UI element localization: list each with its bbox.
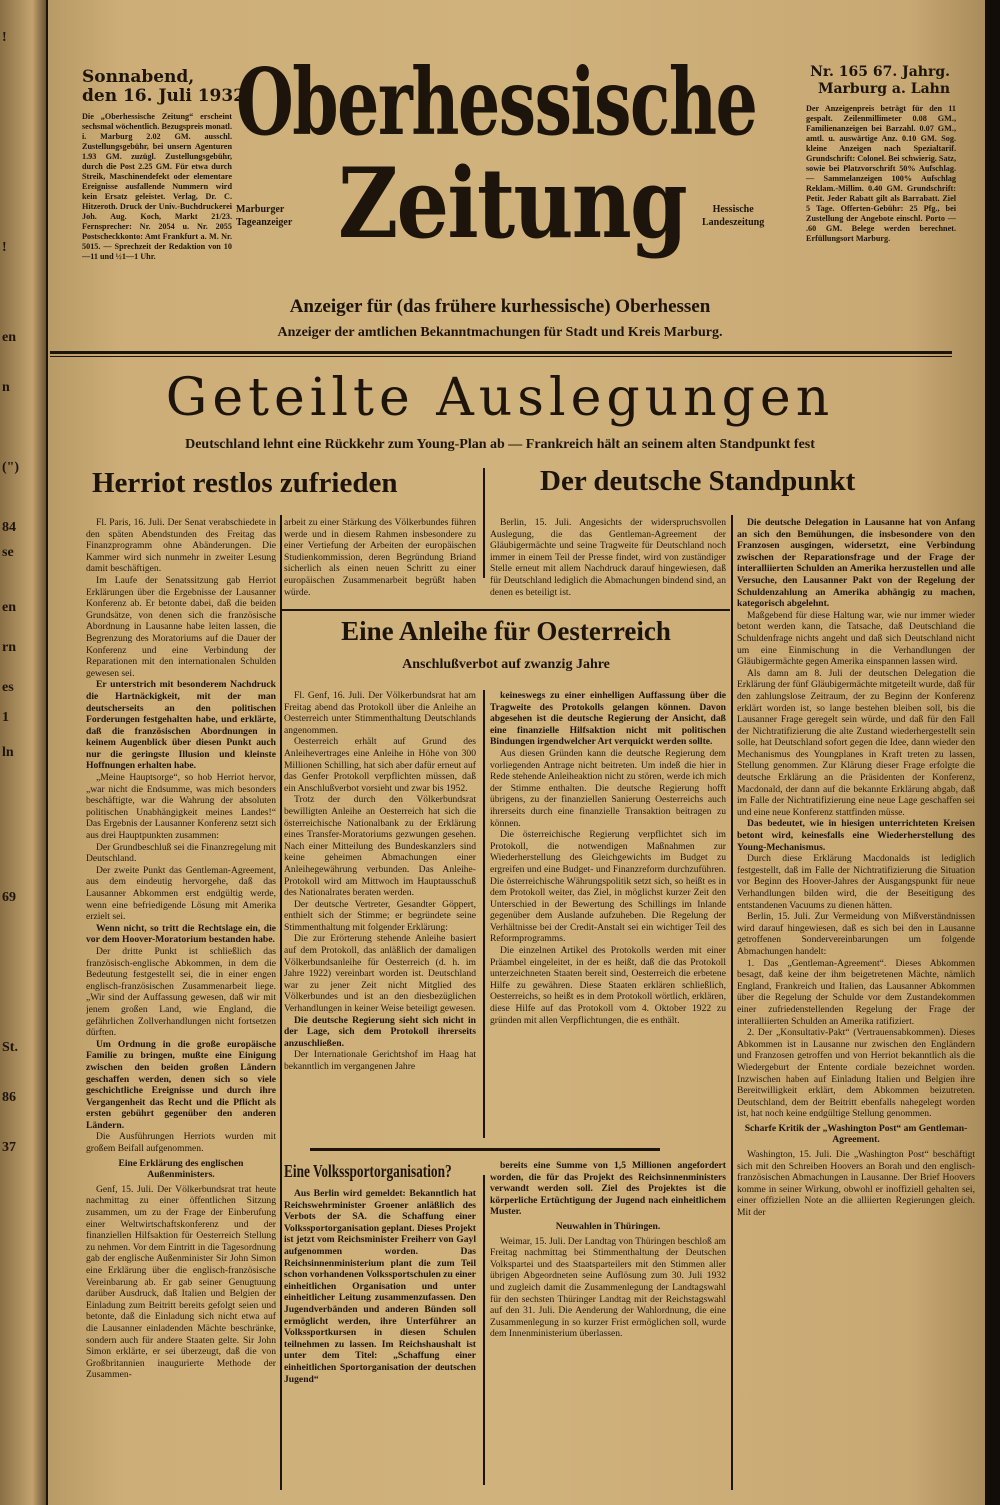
paragraph: 1. Das „Gentleman-Agreement“. Dieses Abkommen besagt, daß keine der ihm beigetretenen Mächte, nämlich England, Frankreich und Italien, das Lausanner Abkommen über die Regelung der Schulde vor dem Zustandekommen einer zufriedenstellenden Regelung der Frage der interalliierten Schulden an Amerika ratifiziert.	[737, 957, 975, 1027]
paragraph: arbeit zu einer Stärkung des Völkerbundes führen werde und in diesem Rahmen insbesondere zu einer Vertiefung der Arbeiten der europäischen Studienkommission, deren Begründung Briand sicherlich als einen neuen Schritt zu einer europäischen Zusammenarbeit begrüßt haben würde.	[284, 517, 476, 598]
masthead-title-line2: Zeitung	[338, 147, 687, 260]
date: den 16. Juli 1932	[82, 86, 246, 106]
sub-headline: Deutschland lehnt eine Rückkehr zum Young-Plan ab — Frankreich hält an seinem alten Standpunkt fest	[185, 437, 815, 452]
article-herriot-continuation	[284, 517, 476, 598]
left-tagline-1: Marburger	[236, 204, 285, 215]
paragraph: Der zweite Punkt das Gentleman-Agreement, aus dem eindeutig hervorgehe, daß das Lausanner Abkommen erst endgültig werde, wenn eine befriedigende Lösung mit Amerika erzielt sei.	[86, 864, 276, 923]
article-title-herriot: Herriot restlos zufrieden	[92, 467, 398, 499]
previous-page-fragment: 86	[2, 1090, 16, 1105]
article-volkssport-right	[490, 1160, 726, 1485]
article-title-anleihe: Eine Anleihe für Oesterreich	[341, 616, 671, 646]
left-tagline	[236, 203, 292, 229]
previous-page-fragment: 37	[2, 1140, 16, 1155]
section-heading: Eine Erklärung des englischen Außenministers.	[118, 1157, 244, 1181]
section-heading: Neuwahlen in Thüringen.	[555, 1220, 661, 1232]
paragraph: Washington, 15. Juli. Die „Washington Post“ beschäftigt sich mit den Schreiben Hoovers an Borah und den englisch-französischen Abmachungen in Lausanne. Der Brief Hoovers komme in seiner Wirkung, obwohl er inoffiziell gehalten sei, einer offiziellen Note an die alliierten Regierungen gleich. Mit der	[737, 1149, 975, 1219]
right-tagline	[702, 203, 764, 229]
article-standpunkt-body	[490, 517, 726, 598]
previous-page-fragment: es	[2, 680, 14, 695]
paragraph: Aus Berlin wird gemeldet: Bekanntlich hat Reichswehrminister Groener anläßlich des Verbots der SA. die Schaffung einer Volkssportorganisation geplant. Dieses Projekt ist jetzt vom Reichsminister Freiherr von Gayl aufgenommen worden. Das Reichsinnenministerium plant die zum Teil schon vorhandenen Volkssportschulen zu einer einheitlichen Organisation und unter einheitlicher Leitung zusammenzufassen. Den Jugendverbänden und anderen Bünden soll ermöglicht werden, ihre Unterführer an Volkssportkursen in diesen Schulen teilnehmen zu lassen. Im Reichshaushalt ist unter dem Titel: „Schaffung einer einheitlichen Sportorganisation der deutschen Jugend“	[284, 1188, 476, 1385]
scan-border	[985, 0, 1000, 1505]
previous-page-fragment: !	[2, 30, 7, 45]
ad-price-info: Der Anzeigenpreis beträgt für den 11 gespalt. Zeilenmillimeter 0.08 GM., Familienanzeigen bei Barzahl. 0.07 GM., amtl. u. auswärtige Anz. 0.10 GM. Sog. kleine Anzeigen nach Spezialtarif. Grundschrift: Colonel. Bei schwierig. Satz, sowie bei Platzvorschrift 50% Aufschlag. — Sammelanzeigen 100% Aufschlag Reklam.-Millim. 0.40 GM. Grundschrift: Petit. Jeder Rabatt gilt als Barrabatt. Ziel 5 Tage. Offerten-Gebühr: 25 Pfg., bei Zustellung der Angebote einschl. Porto — .60 GM. Belege werden berechnet. Erfüllungsort Marburg.	[806, 104, 956, 243]
previous-page-fragment: (")	[2, 460, 20, 475]
paragraph: Der Internationale Gerichtshof im Haag hat bekanntlich im vergangenen Jahre	[284, 1049, 476, 1072]
previous-page-fragment: 69	[2, 890, 16, 905]
previous-page-fragment: 1	[2, 710, 9, 725]
paragraph: Die zur Erörterung stehende Anleihe basiert auf dem Protokoll, das anläßlich der damaligen Völkerbundsanleihe für Oesterreich (d. h. im Jahre 1922) vereinbart worden ist. Deutschland war zu jener Zeit nicht Mitglied des Völkerbundes und ist an den diesbezüglichen Verhandlungen in keiner Weise beteiligt gewesen.	[284, 933, 476, 1015]
masthead-title-line1: Oberhessische	[236, 48, 757, 156]
section-heading: Scharfe Kritik der „Washington Post“ am Gentleman-Agreement.	[744, 1122, 968, 1146]
right-tagline-1: Hessische	[712, 204, 754, 215]
previous-page-fragment: 84	[2, 520, 16, 535]
date-block	[82, 68, 245, 106]
column-divider	[483, 468, 485, 578]
issue-block	[800, 64, 950, 98]
previous-page-fragment: en	[2, 330, 16, 345]
column-divider	[280, 515, 282, 1490]
article-title-standpunkt: Der deutsche Standpunkt	[540, 465, 856, 497]
paragraph: Er unterstrich mit besonderem Nachdruck die Hartnäckigkeit, mit der man deutscherseits an den politischen Forderungen festgehalten habe, und erklärte, daß die französischen Abordnungen in keinem Augenblick über diesen Punkt auch nur die geringste Illusion und kleinste Hoffnungen erhalten habe.	[86, 679, 276, 772]
place: Marburg a. Lahn	[817, 81, 950, 97]
paragraph: Die einzelnen Artikel des Protokolls werden mit einer Präambel eingeleitet, in der es heißt, daß die das Protokoll unterzeichneten Staaten bereit sind, Oesterreich die erbetene Hilfe zu gewähren. Diese Staaten erklären schließlich, Oesterreichs, so heißt es in dem Protokoll wörtlich, erklären, diese Hilfe auf das Protokoll vom 4. Oktober 1922 zu gründen mit allen Verpflichtungen, die es enthält.	[490, 945, 726, 1026]
left-tagline-2: Tageanzeiger	[236, 217, 293, 228]
article-herriot-body	[86, 517, 276, 1491]
article-volkssport-left	[284, 1188, 476, 1478]
previous-page-fragment: !	[2, 240, 7, 255]
paragraph: Das bedeutet, wie in hiesigen unterrichteten Kreisen betont wird, keinesfalls eine Wiederherstellung des Young-Mechanismus.	[737, 818, 975, 853]
subscription-info: Die „Oberhessische Zeitung“ erscheint sechsmal wöchentlich. Bezugspreis monatl. i. Marburg 2.02 GM. ausschl. Zustellungsgebühr, bei unsern Agenturen 1.93 GM. zuzügl. Zustellungsgebühr, durch die Post 2.25 GM. Für etwa durch Streik, Maschinendefekt oder elementare Ereignisse ausfallende Nummern wird kein Ersatz geleistet. Verlag, Dr. C. Hitzeroth. Druck der Univ.-Buchdruckerei Joh. Aug. Koch, Markt 21/23. Fernsprecher: Nr. 2054 u. Nr. 2055 Postscheckkonto: Amt Frankfurt a. M. Nr. 5015. — Sprechzeit der Redaktion von 10—11 und ½1—1 Uhr.	[82, 112, 232, 261]
article-rule	[310, 1148, 660, 1151]
paragraph: Weimar, 15. Juli. Der Landtag von Thüringen beschloß am Freitag nachmittag bei Stimmenthaltung der Deutschen Volkspartei und des Staatsparteilers mit den Stimmen aller übrigen Abgeordneten seine Auflösung zum 30. Juli 1932 und zugleich damit die Zusammenlegung der Landtagswahl für den sechsten Thüringer Landtag mit der Reichstagswahl auf den 31. Juli. Die Aenderung der Wahlordnung, die eine Zusammenlegung in so kurzer Frist ermöglichen soll, wurde dem Innenministerium überlassen.	[490, 1235, 726, 1340]
paragraph: Die deutsche Delegation in Lausanne hat von Anfang an sich den Bemühungen, die insbesondere von den Franzosen ausgingen, widersetzt, eine Verbindung zwischen der Reparationsfrage und der Frage der interalliierten Schulden an Amerika herzustellen und alle Versuche, den Lausanner Pakt von der Regelung der Schuldenzahlung an Amerika abhängig zu machen, kategorisch abgelehnt.	[737, 517, 975, 610]
paragraph: Im Laufe der Senatssitzung gab Herriot Erklärungen über die Ergebnisse der Lausanner Konferenz ab. Er betonte dabei, daß die beiden Grundsätze, von denen sich die französische Abordnung in Lausanne habe leiten lassen, die Begrenzung des Moratoriums auf die Dauer der Konferenz und eine Verbindung der Reparationen mit den internationalen Schulden gewesen sei.	[86, 574, 276, 679]
right-tagline-2: Landeszeitung	[702, 217, 765, 228]
column-divider	[731, 515, 733, 1490]
article-anleihe-right	[490, 690, 726, 1131]
previous-page-fragment: ln	[2, 745, 14, 760]
paragraph: Um Ordnung in die große europäische Familie zu bringen, mußte eine Einigung zwischen den beiden großen Ländern geschaffen werden, denen sich so viele geschichtliche Ereignisse und durch ihre Vergangenheit das Recht und die Pflicht als ersten gebührt gegenüber den anderen Ländern.	[86, 1038, 276, 1131]
previous-page-fragment: n	[2, 380, 10, 395]
article-anleihe-left	[284, 690, 476, 1131]
paragraph: Aus diesen Gründen kann die deutsche Regierung dem vorliegenden Antrage nicht beitreten. Um indeß die hier in Rede stehende Anleiheaktion nicht zu stören, werde ich mich der Stimme enthalten. Die deutsche Regierung hofft übrigens, zu der finanziellen Sanierung Oesterreichs auch ihrerseits durch eine finanzielle Transaktion beitragen zu können.	[490, 747, 726, 829]
article-title-volkssport: Eine Volkssportorganisation?	[284, 1161, 452, 1181]
previous-page-fragment: en	[2, 600, 16, 615]
paragraph: Der dritte Punkt ist schließlich das französisch-englische Abkommen, in dem die Bedeutung festgestellt sei, die in einer engen englisch-französischen Zusammenarbeit liege. „Wir sind der Auffassung gewesen, daß wir mit jenem großen Land, wie England, die gefährlichen Zollverhandlungen nicht fortsetzen dürften.	[86, 945, 276, 1039]
paragraph: Die Ausführungen Herriots wurden mit großem Beifall aufgenommen.	[86, 1131, 276, 1155]
paragraph: Die deutsche Regierung sieht sich nicht in der Lage, sich dem Protokoll ihrerseits anzuschließen.	[284, 1014, 476, 1049]
column-divider	[483, 1175, 485, 1485]
paragraph: Trotz der durch den Völkerbundsrat bewilligten Anleihe an Oesterreich hat sich die österreichische Nationalbank zu der Erklärung eines Transfer-Moratoriums gezwungen gesehen. Nach einer Mitteilung des Bundeskanzlers sind keine geheimen Abmachungen einer Anleihegewährung verbunden. Das Anleihe-Protokoll wird am Mittwoch im Hauptausschuß des Nationalrates beraten werden.	[284, 794, 476, 899]
paragraph: Durch diese Erklärung Macdonalds ist lediglich festgestellt, daß im Falle der Nichtratifizierung die Situation vor Beginn des Hoover-Jahres der Ausgangspunkt für neue Verhandlungen bilden wird, die der Beseitigung des entstandenen Vacuums zu dienen hätten.	[737, 853, 975, 911]
paragraph: Berlin, 15. Juli. Zur Vermeidung von Mißverständnissen wird darauf hingewiesen, daß es sich bei den in Lausanne getroffenen Sondervereinbarungen um folgende Abmachungen handelt:	[737, 911, 975, 957]
paragraph: Berlin, 15. Juli. Angesichts der widerspruchsvollen Auslegung, die das Gentleman-Agreement der Gläubigermächte und seine Tragweite für Deutschland noch immer in einem Teil der Presse findet, wird von zuständiger Stelle erneut mit allem Nachdruck darauf hingewiesen, daß für Deutschland lediglich die Abmachungen bindend sind, an denen es beteiligt ist.	[490, 517, 726, 598]
subtitle-1: Anzeiger für (das frühere kurhessische) Oberhessen	[289, 296, 711, 317]
paragraph: Genf, 15. Juli. Der Völkerbundsrat trat heute nachmittag zu einer öffentlichen Sitzung zusammen, um zu der Frage der Einberufung einer Weltwirtschaftskonferenz und der finanziellen Hilfsaktion für Oesterreich Stellung zu nehmen. Vor dem Eintritt in die Tagesordnung gab der englische Außenminister Sir John Simon eine Erklärung über die englisch-französische Vereinbarung ab. Er gab seiner Genugtuung darüber Ausdruck, daß Italien und Belgien der Einladung zum Beitritt bereits gefolgt seien und betonte, daß die Einladung sich nicht etwa auf die Lausanner einladenden Mächte beschränke, sondern auch für andere Staaten gelte. Sir John Simon erklärte, er sei überzeugt, daß die von Großbritannien inaugurierte Methode der Zusammen-	[86, 1183, 276, 1381]
previous-page-edge	[0, 0, 46, 1505]
previous-page-fragment: se	[2, 545, 14, 560]
paragraph: Maßgebend für diese Haltung war, wie nur immer wieder betont werden kann, die Tatsache, daß Deutschland die Schuldenfrage nichts angeht und daß sich Deutschland nicht um eine Einmischung in die Verhandlungen der Gläubigermächte gegen Amerika einspannen lassen wird.	[737, 609, 975, 668]
article-standpunkt-continued	[737, 517, 975, 1491]
paragraph: keineswegs zu einer einhelligen Auffassung über die Tragweite des Protokolls gelangen können. Davon abgesehen ist die deutsche Regierung der Ansicht, daß eine finanzielle Hilfsaktion nicht mit politischen Bindungen irgendwelcher Art verquickt werden sollte.	[490, 690, 726, 748]
column-divider	[483, 690, 485, 1138]
paragraph: Der Grundbeschluß sei die Finanzregelung mit Deutschland.	[86, 841, 276, 865]
date-day: Sonnabend,	[82, 67, 195, 87]
paragraph: Oesterreich erhält auf Grund des Anleihevertrages eine Anleihe in Höhe von 300 Millionen Schilling, hat sich aber dafür erneut auf das Genfer Protokoll verpflichten müssen, daß ein Anschlußverbot vorsieht und zwar bis 1952.	[284, 736, 476, 794]
masthead-rule-thin	[50, 356, 952, 357]
paragraph: Fl. Genf, 16. Juli. Der Völkerbundsrat hat am Freitag abend das Protokoll über die Anleihe an Oesterreich unter Stimmenthaltung Deutschlands angenommen.	[284, 690, 476, 736]
issue-number: Nr. 165 67. Jahrg.	[810, 64, 950, 80]
article-subtitle-anleihe: Anschlußverbot auf zwanzig Jahre	[402, 657, 610, 672]
article-rule	[282, 609, 730, 611]
paragraph: Die österreichische Regierung verpflichtet sich im Protokoll, die notwendigen Maßnahmen zur Wiederherstellung des Gleichgewichts im Budget zu ergreifen und eine Budget- und Finanzreform durchzuführen. Die österreichische Währungspolitik setzt sich, so heißt es in dem Protokoll weiter, das Ziel, in möglichst kurzer Zeit den Unterschied in der Bewertung des Schillings im Inlande gegenüber dem Auslande aufzuheben. Die Regelung der Verhältnisse bei der Credit-Anstalt sei ein wichtiger Teil des Reformprogramms.	[490, 829, 726, 945]
paragraph: Fl. Paris, 16. Juli. Der Senat verabschiedete in den späten Abendstunden des Freitag das Finanzprogramm ohne Abänderungen. Die Kammer wird sich nunmehr in zweiter Lesung damit beschäftigen.	[86, 517, 276, 575]
paragraph: Als damn am 8. Juli der deutschen Delegation die Erklärung der fünf Gläubigermächte mitgeteilt wurde, daß für den zahlungslose Zeitraum, der zu Beginn der Konferenz erklärt worden ist, so lange bestehen bleiben soll, bis die Lausanner Frage geregelt sein würde, und daß für den Fall der Nichtratifizierung die alte Zustand wiederhergestellt sein solle, hat Deutschland sofort gegen die Idee, dann wieder den Mechanismus des Youngplanes in Kraft treten zu lassen, Stellung genommen. Zur Klärung dieser Frage erfolgte die deutsche Erklärung an die Präsidenten der Konferenz, Macdonald, der dann auf die bekannte Erklärung abgab, daß im Falle der Nichtratifizierung eine neue Lage geschaffen sei und eine neue Konferenz stattfinden müsse.	[737, 667, 975, 818]
main-headline: Geteilte Auslegungen	[165, 368, 835, 428]
subtitle-2: Anzeiger der amtlichen Bekanntmachungen für Stadt und Kreis Marburg.	[277, 325, 723, 340]
masthead-rule	[50, 351, 952, 354]
paragraph: Wenn nicht, so tritt die Rechtslage ein, die vor dem Hoover-Moratorium bestanden habe.	[86, 922, 276, 946]
previous-page-fragment: rn	[2, 640, 16, 655]
paragraph: bereits eine Summe von 1,5 Millionen angefordert worden, die für das Projekt des Reichsinnenministers verwandt werden soll. Ziel des Projektes ist die körperliche Ertüchtigung der Jugend nach einheitlichem Muster.	[490, 1160, 726, 1218]
paragraph: 2. Der „Konsultativ-Pakt“ (Vertrauensabkommen). Dieses Abkommen ist in Lausanne nur zwischen den Engländern und Franzosen getroffen und von Herriot bekanntlich als die Wiedergeburt der Entente cordiale bezeichnet worden. Inzwischen haben auf Einladung Italien und Belgien ihre Bereitwilligkeit erklärt, dem Abkommen beizutreten. Deutschland, dem der Beitritt ebenfalls nahegelegt worden ist, hat noch keine endgültige Stellung genommen.	[737, 1027, 975, 1120]
paragraph: „Meine Hauptsorge“, so hob Herriot hervor, „war nicht die Endsumme, was mich besonders beschäftigte, war die Wahrung der absoluten politischen Unabhängigkeit meines Landes!“ Das Ergebnis der Lausanner Konferenz setzt sich aus drei Hauptpunkten zusammen:	[86, 772, 276, 842]
paragraph: Der deutsche Vertreter, Gesandter Göppert, enthielt sich der Stimme; er begründete seine Stimmenthaltung mit folgender Erklärung:	[284, 898, 476, 933]
previous-page-fragment: St.	[2, 1040, 18, 1055]
